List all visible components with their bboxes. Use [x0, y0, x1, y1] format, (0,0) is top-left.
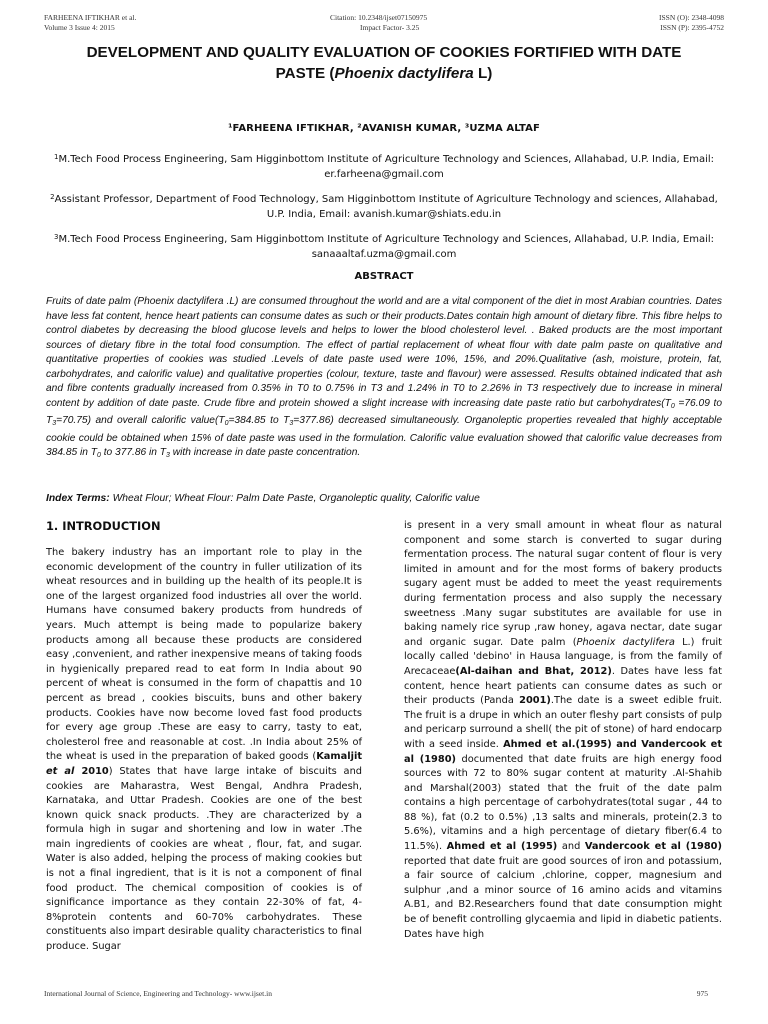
- header-authors: FARHEENA IFTIKHAR et al.: [44, 13, 137, 22]
- body-text: ) States that have large intake of biscuits and cookies are Maharastra, West Bengal, Andhra Pradesh, Karnataka, and Uttar Pradesh. Cookies are one of the best known quick snack products. .They are characterized by a formula high in sugar and shortening and low in water .The main ingredients of cookies are wheat , flour, fat, and sugar. Water is also added, helping the process of making cookies but is not a final ingredient, that is it is not a component of final food product. The chemical composition of cookies is of significance importance as they contain 22-30% of fat, 4-8%protein contents and 60-70% carbohydrates. These constituents also impart desirable quality characteristics to final produce. Sugar: [46, 765, 362, 953]
- intro-paragraph: [46, 546, 362, 955]
- title-scientific-name: Phoenix dactylifera: [334, 65, 474, 82]
- intro-paragraph-cont: [404, 519, 722, 942]
- abstract-heading: ABSTRACT: [354, 271, 414, 282]
- abstract-text: with increase in date paste concentration.: [169, 447, 361, 458]
- running-header-left: [44, 13, 136, 33]
- citation-ref: (Al-daihan and Bhat, 2012): [455, 665, 612, 677]
- running-header-right: [659, 13, 724, 33]
- abstract-text: =384.85 to T: [228, 415, 290, 426]
- subscript: 0: [96, 452, 101, 459]
- footer-journal: International Journal of Science, Engineering and Technology- www.ijset.in: [44, 989, 272, 998]
- index-terms: [46, 493, 722, 504]
- affiliation-text: M.Tech Food Process Engineering, Sam Higginbottom Institute of Agriculture Technology and Sciences, Allahabad, U.P. India, Email: sanaaaltaf.uzma@gmail.com: [58, 234, 715, 260]
- title-line-2: [40, 63, 728, 84]
- running-header-center: [330, 13, 427, 33]
- affiliation-marker: 2: [50, 193, 55, 201]
- scientific-name: Phoenix dactylifera: [576, 636, 675, 648]
- body-text: . Dates have less fat content, hence heart patients can consume dates as such or their products (Panda: [404, 665, 722, 707]
- right-column: [404, 519, 722, 942]
- header-issn-print: ISSN (P): 2395-4752: [660, 23, 724, 32]
- paper-title: [40, 42, 728, 84]
- body-text: and: [557, 841, 585, 853]
- title-suffix: L): [473, 65, 493, 82]
- citation-ref: Ahmed et al.(1995) and Vandercook et al (1980): [404, 738, 722, 765]
- page-number: 975: [696, 989, 708, 998]
- affiliation-text: M.Tech Food Process Engineering, Sam Higginbottom Institute of Agriculture Technology and Sciences, Allahabad, U.P. India, Email: er.farheena@gmail.com: [58, 154, 715, 180]
- abstract-text: Fruits of date palm (Phoenix dactylifera .L) are consumed throughout the world and are a vital component of the diet in most Arabian countries. Dates have less fat content, hence heart patients can consume dates as such or their products.Dates contain high amount of dietary fibre. This fibre helps to control diabetes by decreasing the blood glucose levels and helps to lower the blood cholesterol level. . Baked products are the most important sources of dietary fibre in the total food consumption. The effect of partial replacement of wheat flour with date palm paste on qualitative and quantitative properties of cookies was studied .Levels of date paste used were 10%, 15%, and 20%.Qualitative (ash, moisture, protein, fat, carbohydrates, and calorific value) and qualitative properties (colour, texture, taste and flavour) were assessed. Results obtained indicated that ash and fibre contents gradually increased from 0.35% in T0 to 0.75% in T3 and 1.24% in T0 to 2.26% in T3 respectively due to increase in mineral content by addition of date paste. Crude fibre and protein showed a slight increase with increasing date paste ratio but carbohydrates(T: [46, 296, 722, 409]
- body-text: The bakery industry has an important role to play in the economic development of the country in fuller utilization of its wheat resources and in building up the health of its people.It is one of the largest organized food industries all over the world. Humans have consumed bakery products from hundreds of years. Much attempt is being made to popularize bakery products among all because these products are considered easy ,convenient, and rather inexpensive means of taking foods in hygienically prepared read to eat form In India about 90 percent of wheat is consumed in the form of chapattis and 10 percent as bread , cookies biscuits, buns and other bakery products. Cookies have now become loved fast food products for every age group .These are easy to carry, tasty to eat, cholesterol free and reasonable at cost. .In India about 25% of the wheat is used in the preparation of baked goods (: [46, 547, 362, 763]
- affiliation-2: [44, 190, 724, 222]
- affiliation-3: [44, 230, 724, 262]
- title-prefix: PASTE (: [275, 65, 335, 82]
- citation-author: Kamaljit: [316, 751, 362, 763]
- citation-ref: Ahmed et al (1995): [446, 841, 558, 853]
- abstract-text: to 377.86 in T: [100, 447, 167, 458]
- subscript: 3: [52, 420, 57, 427]
- citation-year: 2010: [74, 765, 109, 777]
- affiliation-marker: 1: [53, 153, 59, 161]
- author-list: ¹FARHEENA IFTIKHAR, ²AVANISH KUMAR, ³UZMA ALTAF: [228, 123, 540, 134]
- header-impact: Impact Factor- 3.25: [360, 23, 420, 32]
- subscript: 3: [289, 420, 294, 427]
- affiliation-1: [44, 150, 724, 182]
- subscript: 3: [166, 452, 170, 459]
- index-terms-label: Index Terms:: [46, 493, 110, 504]
- subscript: 0: [670, 402, 675, 410]
- body-text: reported that date fruit are good sources of iron and potassium, a fair source of calcium ,chlorine, copper, magnesium and sulphur ,and a minor source of 16 amino acids and vitamins A.B1, and B2.Researchers found that date consumption might be of benefit controlling glycaemia and lipid in diabetic patients. Dates have high: [404, 855, 722, 940]
- abstract-text: =70.75) and overall calorific value(T: [56, 415, 225, 426]
- citation-ref: Vandercook et al (1980): [584, 841, 722, 853]
- body-text: is present in a very small amount in wheat flour as natural component and some starch is converted to sugar during fermentation process. The natural sugar content of flour is very limited in amount and for the most forms of bakery products sugary agent must be added to meet the yeast requirements during fermentation process and also supply the necessary sweetness .Many sugar substitutes are available for use in baking namely rice syrup ,raw honey, agava nectar, date sugar and organic sugar. Date palm (: [404, 520, 722, 648]
- body-text: .The date is a sweet edible fruit. The fruit is a drupe in which an outer fleshy part consists of pulp and pericarp surround a shell( the pit of stone) of hard endocarp with a seed inside.: [404, 695, 722, 750]
- title-line-1: DEVELOPMENT AND QUALITY EVALUATION OF COOKIES FORTIFIED WITH DATE: [86, 44, 682, 61]
- affiliation-text: Assistant Professor, Department of Food Technology, Sam Higginbottom Institute of Agriculture Technology and sciences, Allahabad, U.P. India, Email: avanish.kumar@shiats.edu.in: [54, 194, 718, 220]
- citation-etal: et al: [46, 765, 75, 777]
- subscript: 0: [224, 420, 229, 427]
- header-issn-online: ISSN (O): 2348-4098: [659, 13, 724, 22]
- abstract-body: [46, 295, 722, 464]
- affiliation-marker: 3: [53, 233, 59, 241]
- left-column: [46, 546, 362, 955]
- header-volume: Volume 3 Issue 4: 2015: [44, 23, 115, 32]
- abstract-text: =76.09 to T: [46, 397, 722, 426]
- header-citation: Citation: 10.2348/ijset07150975: [330, 13, 428, 22]
- body-text: L.) fruit locally called 'debino' in Hausa language, is from the family of Arecaceae: [404, 636, 722, 677]
- section-heading-introduction: 1. INTRODUCTION: [46, 519, 161, 533]
- abstract-text: =377.86) decreased simultaneously. Organoleptic properties revealed that highly acceptable cookie could be obtained when 15% of date paste was used in the formulation. Calorific value evaluation showed that calorific value decreases from 384.85 in T: [46, 415, 722, 458]
- body-text: documented that date fruits are high energy food sources with 72 to 80% sugar content at maturity .Al-Shahib and Marshal(2003) stated that the fruit of the date palm contains a high percentage of carbohydrates(total sugar , 44 to 88 %), fat (0.2 to 0.5%) ,13 salts and minerals, protein(2.3 to 5.6%), vitamins and a high percentage of dietary fiber(6.4 to 11.5%).: [404, 753, 723, 853]
- index-terms-text: Wheat Flour; Wheat Flour: Palm Date Paste, Organoleptic quality, Calorific value: [109, 493, 480, 504]
- citation-ref: 2001): [519, 695, 551, 707]
